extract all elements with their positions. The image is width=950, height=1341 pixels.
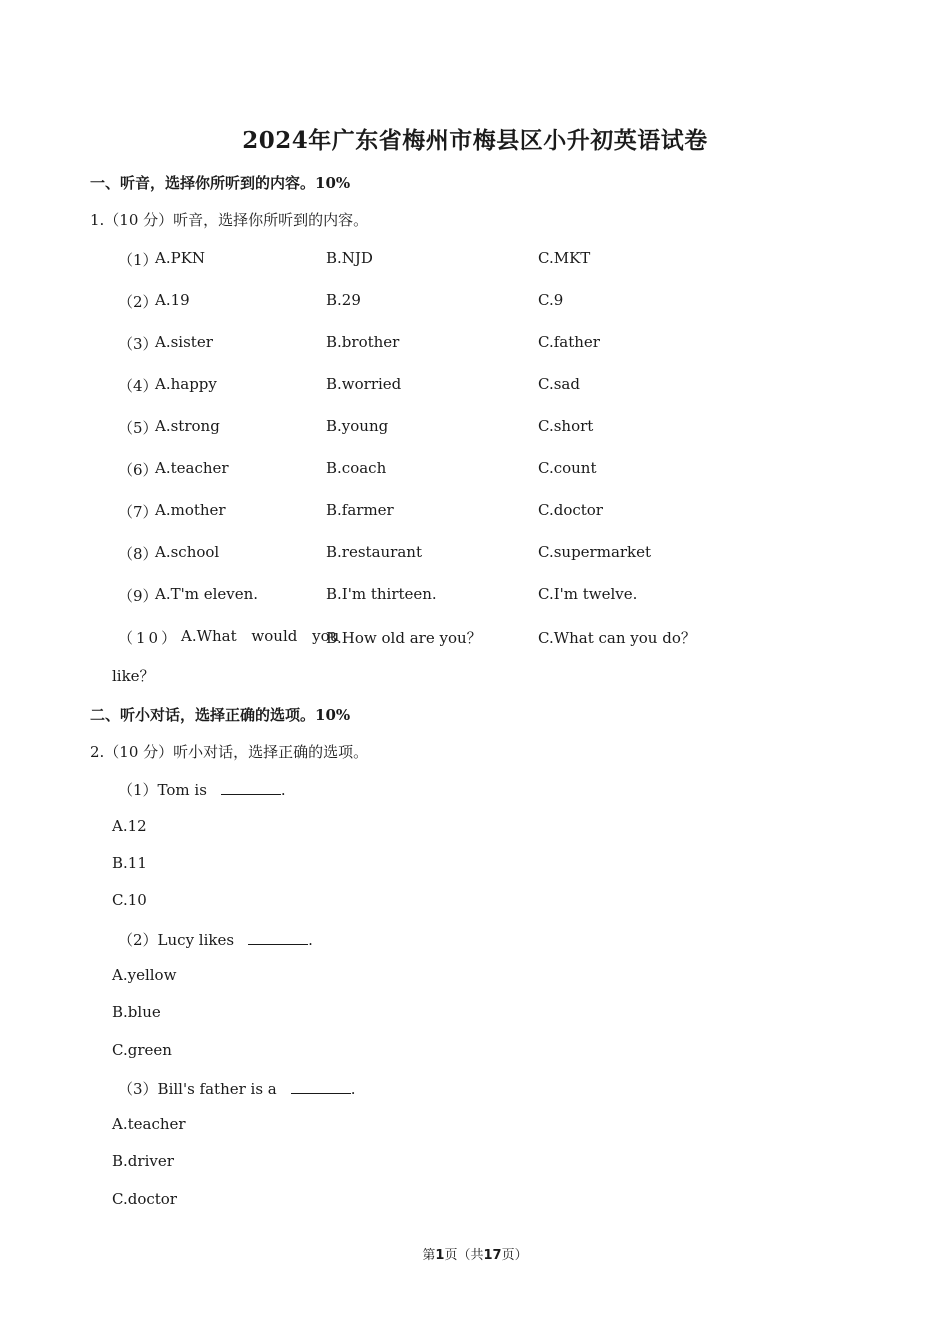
option-a: A.school (155, 543, 220, 561)
item-number: （3） (118, 335, 158, 353)
option-a: A.strong (155, 417, 220, 435)
choice-a: A.12 (112, 817, 147, 835)
option-b: B.worried (326, 375, 402, 393)
footer-total-pages: 17 (483, 1248, 502, 1263)
question-1-stem: 1.（10 分）听音，选择你所听到的内容。 (90, 211, 369, 229)
option-c: C.I'm twelve. (538, 585, 638, 603)
item-number: （10） (118, 629, 180, 647)
item-number: （8） (118, 545, 158, 563)
answer-blank (221, 780, 281, 795)
item-number: （7） (118, 503, 158, 521)
sub-question-2 (118, 929, 313, 950)
footer-page-number: 1 (435, 1248, 445, 1263)
option-a: A.teacher (155, 459, 229, 477)
sub-question-stem: （2）Lucy likes (118, 931, 235, 949)
option-c: C.What can you do？ (538, 629, 696, 647)
option-c: C.father (538, 333, 600, 351)
choice-b: B.driver (112, 1152, 174, 1170)
footer-prefix: 第 (422, 1248, 436, 1263)
item-number: （5） (118, 419, 158, 437)
option-a: A.sister (155, 333, 213, 351)
option-a-continuation: like？ (112, 667, 155, 685)
listening-item-7 (118, 501, 818, 525)
listening-item-6 (118, 459, 818, 483)
option-a: A.What would you (181, 627, 340, 645)
choice-b: B.blue (112, 1003, 161, 1021)
option-b: B.brother (326, 333, 400, 351)
option-b: B.NJD (326, 249, 373, 267)
question-2-stem: 2.（10 分）听小对话，选择正确的选项。 (90, 743, 369, 761)
choice-b: B.11 (112, 854, 147, 872)
option-c: C.count (538, 459, 597, 477)
listening-item-8 (118, 543, 818, 567)
answer-blank (248, 930, 308, 945)
option-c: C.doctor (538, 501, 603, 519)
sub-question-end: . (308, 931, 313, 949)
sub-question-stem: （3）Bill's father is a (118, 1080, 277, 1098)
choice-c: C.doctor (112, 1190, 177, 1208)
option-c: C.supermarket (538, 543, 652, 561)
section-1-heading: 一、听音，选择你所听到的内容。10% (90, 174, 351, 192)
option-c: C.short (538, 417, 594, 435)
footer-middle: 页（共 (444, 1248, 484, 1263)
choice-a: A.teacher (112, 1115, 186, 1133)
sub-question-3 (118, 1078, 356, 1099)
listening-item-1 (118, 249, 818, 273)
option-b: B.coach (326, 459, 387, 477)
choice-c: C.green (112, 1041, 172, 1059)
option-b: B.young (326, 417, 389, 435)
option-b: B.restaurant (326, 543, 422, 561)
option-b: B.29 (326, 291, 361, 309)
item-number: （2） (118, 293, 158, 311)
listening-item-9 (118, 585, 818, 609)
sub-question-end: . (280, 781, 286, 799)
footer-suffix: 页） (501, 1248, 528, 1263)
listening-item-3 (118, 333, 818, 357)
option-a: A.19 (155, 291, 190, 309)
choice-c: C.10 (112, 891, 147, 909)
option-c: C.9 (538, 291, 564, 309)
sub-question-end: . (350, 1080, 356, 1098)
item-number: （1） (118, 251, 158, 269)
item-number: （6） (118, 461, 158, 479)
answer-blank (291, 1079, 351, 1094)
page-footer (0, 1244, 950, 1263)
option-c: C.MKT (538, 249, 591, 267)
listening-item-2 (118, 291, 818, 315)
option-c: C.sad (538, 375, 580, 393)
page-title: 2024年广东省梅州市梅县区小升初英语试卷 (242, 127, 708, 154)
listening-item-5 (118, 417, 818, 441)
sub-question-stem: （1）Tom is (118, 781, 207, 799)
listening-item-4 (118, 375, 818, 399)
sub-question-1 (118, 779, 286, 800)
listening-item-10 (118, 627, 818, 651)
section-2-heading: 二、听小对话，选择正确的选项。10% (90, 706, 351, 724)
item-number: （9） (118, 587, 158, 605)
option-b: B.How old are you？ (326, 629, 482, 647)
option-a: A.mother (155, 501, 226, 519)
option-b: B.I'm thirteen. (326, 585, 437, 603)
item-number: （4） (118, 377, 158, 395)
option-b: B.farmer (326, 501, 394, 519)
option-a: A.T'm eleven. (155, 585, 259, 603)
option-a: A.PKN (155, 249, 206, 267)
option-a: A.happy (155, 375, 217, 393)
choice-a: A.yellow (112, 966, 177, 984)
